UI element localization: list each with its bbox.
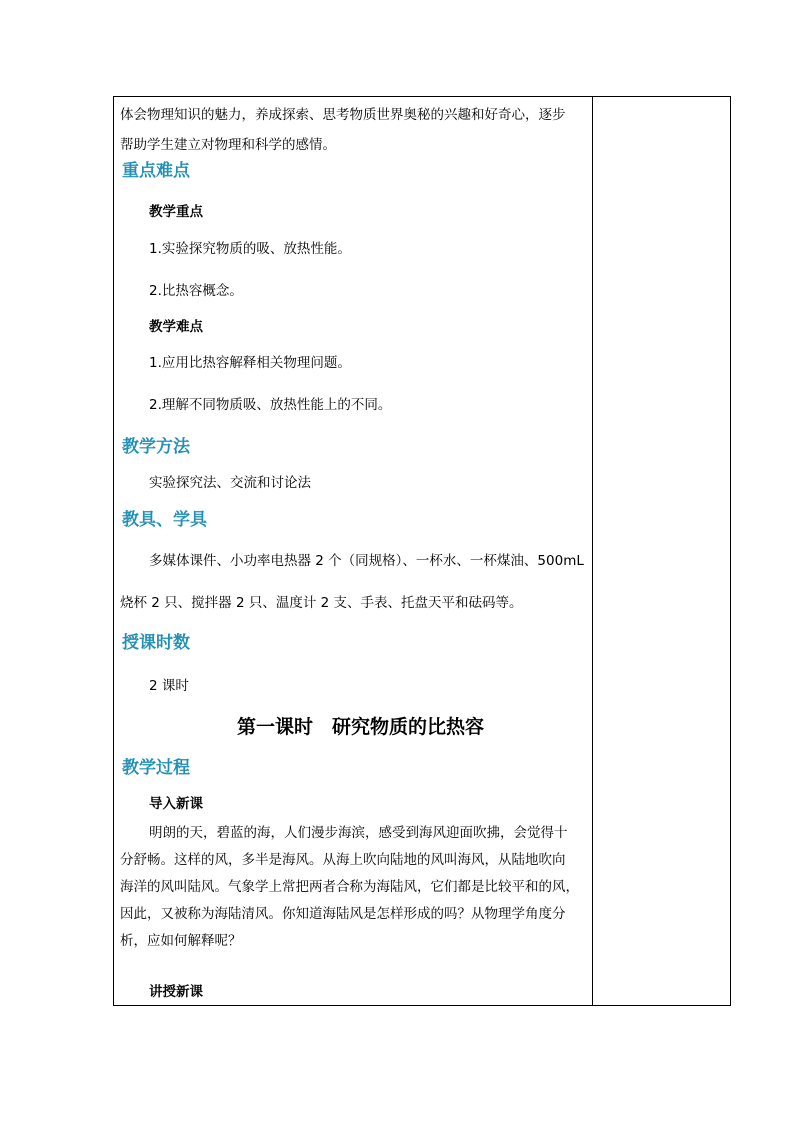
difficulty-title: 教学难点 (149, 319, 203, 335)
paragraph-line-1: 明朗的天，碧蓝的海，人们漫步海滨，感受到海风迎面吹拂，会觉得十 (149, 825, 568, 841)
key-points-heading: 重点难点 (122, 161, 190, 181)
lesson-table (113, 96, 731, 1006)
hours-heading: 授课时数 (122, 633, 190, 653)
tools-heading: 教具、学具 (122, 510, 207, 530)
hours-text: 2 课时 (149, 678, 189, 694)
paragraph-line-3: 海洋的风叫陆风。气象学上常把两者合称为海陆风，它们都是比较平和的风， (120, 879, 579, 895)
new-lesson-title: 讲授新课 (149, 984, 203, 1000)
difficulty-item-1: 1.应用比热容解释相关物理问题。 (149, 355, 351, 371)
notes-cell (593, 97, 730, 1005)
tools-line-1: 多媒体课件、小功率电热器 2 个（同规格）、一杯水、一杯煤油、500mL (149, 553, 584, 569)
method-text: 实验探究法、交流和讨论法 (149, 475, 311, 491)
method-heading: 教学方法 (122, 437, 190, 457)
intro-lesson-title: 导入新课 (149, 796, 203, 812)
intro-line-1: 体会物理知识的魅力，养成探索、思考物质世界奥秘的兴趣和好奇心，逐步 (120, 107, 566, 123)
paragraph-line-2: 分舒畅。这样的风，多半是海风。从海上吹向陆地的风叫海风，从陆地吹向 (120, 852, 566, 868)
focus-item-2: 2.比热容概念。 (149, 283, 243, 299)
paragraph-line-4: 因此，又被称为海陆清风。你知道海陆风是怎样形成的吗？从物理学角度分 (120, 906, 566, 922)
lesson-title: 第一课时 研究物质的比热容 (237, 716, 485, 738)
tools-line-2: 烧杯 2 只、搅拌器 2 只、温度计 2 支、手表、托盘天平和砝码等。 (120, 595, 523, 611)
difficulty-item-2: 2.理解不同物质吸、放热性能上的不同。 (149, 397, 392, 413)
focus-title: 教学重点 (149, 204, 203, 220)
focus-item-1: 1.实验探究物质的吸、放热性能。 (149, 241, 351, 257)
process-heading: 教学过程 (122, 758, 190, 778)
intro-line-2: 帮助学生建立对物理和科学的感情。 (120, 137, 336, 153)
paragraph-line-5: 析，应如何解释呢？ (120, 933, 242, 949)
content-cell (114, 97, 592, 1005)
